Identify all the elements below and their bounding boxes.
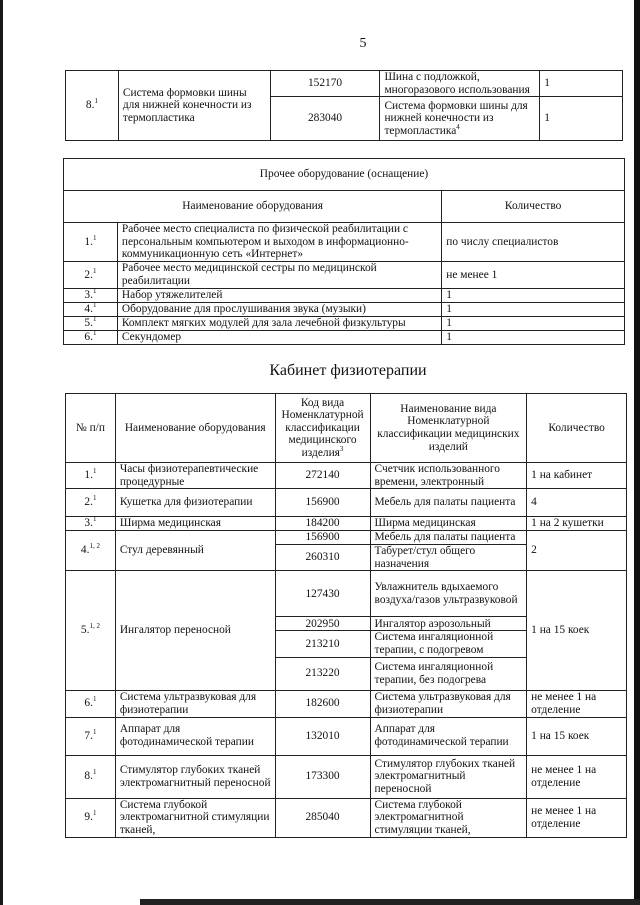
nomenclature-kind: Стимулятор глубоких тканей электромагнитный переносной — [370, 755, 527, 798]
row-number: 5.$^{1, 2}$ — [66, 571, 116, 690]
table-row — [64, 289, 625, 303]
nomenclature-kind: Система ультразвуковая для физиотерапии — [370, 690, 527, 717]
equipment-name: Система формовки шины для нижней конечности из термопластика — [118, 71, 270, 141]
nomenclature-code: 132010 — [275, 717, 370, 755]
table-row — [66, 690, 627, 717]
row-number: 4.$^1$ — [64, 303, 118, 317]
column-header-kind: Наименование вида Номенклатурной классификации медицинских изделий — [370, 394, 527, 463]
quantity: 2 — [527, 531, 627, 571]
nomenclature-code: 127430 — [275, 571, 370, 617]
table-row — [66, 798, 627, 837]
table-row — [66, 717, 627, 755]
equipment-name: Рабочее место специалиста по физической реабилитации с персональным компьютером и выходом в информационно-коммуникационную сеть «Интернет» — [117, 223, 441, 262]
nomenclature-code: 213220 — [275, 657, 370, 690]
nomenclature-kind: Счетчик использованного времени, электронный — [370, 463, 527, 489]
quantity: не менее 1 на отделение — [527, 690, 627, 717]
nomenclature-kind: Мебель для палаты пациента — [370, 489, 527, 517]
table-row — [66, 531, 627, 545]
equipment-name: Ингалятор переносной — [115, 571, 275, 690]
equipment-name: Секундомер — [117, 331, 441, 345]
equipment-name: Набор утяжелителей — [117, 289, 441, 303]
quantity: не менее 1 — [442, 262, 625, 289]
table-row — [66, 517, 627, 531]
table-row — [66, 489, 627, 517]
equipment-name: Ширма медицинская — [115, 517, 275, 531]
page-number: 5 — [359, 36, 367, 51]
quantity: 1 на 2 кушетки — [527, 517, 627, 531]
equipment-name: Стимулятор глубоких тканей электромагнитный переносной — [115, 755, 275, 798]
section-title: Кабинет физиотерапии — [269, 362, 427, 379]
row-number: 9.$^1$ — [66, 798, 116, 837]
nomenclature-code: 156900 — [275, 489, 370, 517]
row-number: 7.$^1$ — [66, 717, 116, 755]
column-header-code: Код вида Номенклатурной классификации медицинского изделия$^3$ — [275, 394, 370, 463]
nomenclature-kind: Ширма медицинская — [370, 517, 527, 531]
table-row — [64, 317, 625, 331]
nomenclature-kind: Аппарат для фотодинамической терапии — [370, 717, 527, 755]
column-header-number: № п/п — [66, 394, 116, 463]
other-equipment-table — [63, 158, 625, 345]
row-number: 1.$^1$ — [64, 223, 118, 262]
table-row — [66, 71, 623, 97]
nomenclature-code: 156900 — [275, 531, 370, 545]
quantity: по числу специалистов — [442, 223, 625, 262]
quantity: 1 — [442, 303, 625, 317]
scan-edge-bottom — [140, 899, 640, 905]
nomenclature-code: 272140 — [275, 463, 370, 489]
nomenclature-kind: Табурет/стул общего назначения — [370, 545, 527, 571]
equipment-name: Комплект мягких модулей для зала лечебной физкультуры — [117, 317, 441, 331]
row-number: 8.$^1$ — [66, 71, 119, 141]
row-number: 3.$^1$ — [64, 289, 118, 303]
row-number: 2.$^1$ — [66, 489, 116, 517]
quantity: не менее 1 на отделение — [527, 755, 627, 798]
quantity: 1 — [442, 331, 625, 345]
quantity: не менее 1 на отделение — [527, 798, 627, 837]
scan-edge-left — [0, 0, 3, 905]
nomenclature-kind: Система глубокой электромагнитной стимуляции тканей, — [370, 798, 527, 837]
row-number: 1.$^1$ — [66, 463, 116, 489]
table-header-row — [66, 394, 627, 463]
table-row — [66, 755, 627, 798]
equipment-name: Стул деревянный — [115, 531, 275, 571]
table-row — [66, 571, 627, 617]
table-row — [64, 223, 625, 262]
nomenclature-code: 213210 — [275, 631, 370, 657]
quantity: 1 — [442, 289, 625, 303]
scan-edge-right — [634, 0, 640, 905]
table-row — [64, 262, 625, 289]
quantity: 4 — [527, 489, 627, 517]
row-number: 8.$^1$ — [66, 755, 116, 798]
nomenclature-kind: Система формовки шины для нижней конечности из термопластика$^4$ — [380, 97, 540, 141]
nomenclature-kind: Система ингаляционной терапии, с подогревом — [370, 631, 527, 657]
quantity: 1 — [442, 317, 625, 331]
column-header-quantity: Количество — [442, 191, 625, 223]
table-row — [64, 303, 625, 317]
nomenclature-code: 283040 — [270, 97, 380, 141]
row-number: 2.$^1$ — [64, 262, 118, 289]
equipment-name: Аппарат для фотодинамической терапии — [115, 717, 275, 755]
nomenclature-kind: Мебель для палаты пациента — [370, 531, 527, 545]
row-number: 6.$^1$ — [66, 690, 116, 717]
nomenclature-kind: Шина с подложкой, многоразового использования — [380, 71, 540, 97]
nomenclature-code: 202950 — [275, 617, 370, 631]
table-row — [66, 463, 627, 489]
nomenclature-kind: Ингалятор аэрозольный — [370, 617, 527, 631]
quantity: 1 — [540, 97, 623, 141]
nomenclature-code: 260310 — [275, 545, 370, 571]
row-number: 4.$^{1, 2}$ — [66, 531, 116, 571]
column-header-quantity: Количество — [527, 394, 627, 463]
quantity: 1 на 15 коек — [527, 571, 627, 690]
column-header-name: Наименование оборудования — [64, 191, 442, 223]
table-row — [64, 331, 625, 345]
equipment-name: Рабочее место медицинской сестры по медицинской реабилитации — [117, 262, 441, 289]
nomenclature-code: 173300 — [275, 755, 370, 798]
quantity: 1 — [540, 71, 623, 97]
physiotherapy-equipment-table — [65, 393, 627, 838]
equipment-name: Система глубокой электромагнитной стимуляции тканей, — [115, 798, 275, 837]
column-header-name: Наименование оборудования — [115, 394, 275, 463]
nomenclature-code: 184200 — [275, 517, 370, 531]
table-title: Прочее оборудование (оснащение) — [64, 159, 625, 191]
row-number: 5.$^1$ — [64, 317, 118, 331]
equipment-name: Система ультразвуковая для физиотерапии — [115, 690, 275, 717]
row-number: 3.$^1$ — [66, 517, 116, 531]
equipment-name: Кушетка для физиотерапии — [115, 489, 275, 517]
quantity: 1 на 15 коек — [527, 717, 627, 755]
continued-equipment-table — [65, 70, 623, 141]
nomenclature-kind: Система ингаляционной терапии, без подогрева — [370, 657, 527, 690]
nomenclature-kind: Увлажнитель вдыхаемого воздуха/газов ультразвуковой — [370, 571, 527, 617]
equipment-name: Оборудование для прослушивания звука (музыки) — [117, 303, 441, 317]
row-number: 6.$^1$ — [64, 331, 118, 345]
equipment-name: Часы физиотерапевтические процедурные — [115, 463, 275, 489]
quantity: 1 на кабинет — [527, 463, 627, 489]
nomenclature-code: 285040 — [275, 798, 370, 837]
nomenclature-code: 152170 — [270, 71, 380, 97]
nomenclature-code: 182600 — [275, 690, 370, 717]
